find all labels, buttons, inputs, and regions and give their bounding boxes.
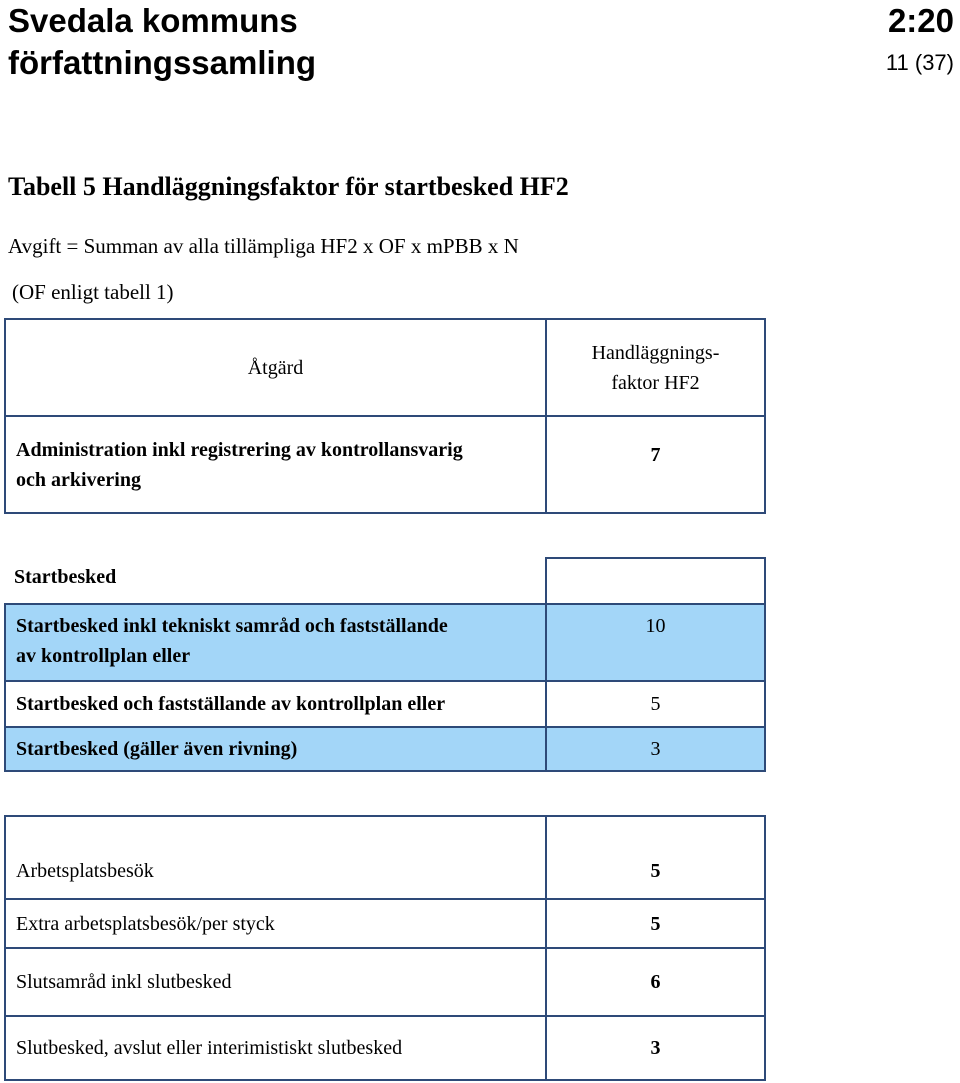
startbesked-heading-value-cell	[545, 557, 766, 605]
visit-row-4-value	[545, 1015, 766, 1081]
page-number: 11 (37)	[885, 50, 954, 75]
of-note: (OF enligt tabell 1)	[12, 280, 174, 304]
visit-row-3-value	[545, 947, 766, 1017]
column-header-factor-line-1: Handläggnings-	[591, 341, 720, 364]
startbesked-row-1-value	[545, 603, 766, 682]
visit-row-2-factor: 5	[650, 912, 661, 935]
startbesked-row-3-value	[545, 726, 766, 772]
visit-row-1-factor: 5	[650, 859, 661, 882]
municipality-title	[8, 0, 316, 84]
visit-row-4-text: Slutbesked, avslut eller interimistiskt slutbesked	[16, 1037, 403, 1059]
column-header-action-label: Åtgärd	[247, 356, 304, 379]
startbesked-heading	[4, 557, 547, 605]
startbesked-row-3-label	[4, 726, 547, 772]
startbesked-row-3-text: Startbesked (gäller även rivning)	[16, 738, 298, 760]
visit-row-3-label	[4, 947, 547, 1017]
admin-row-label	[4, 415, 547, 514]
document-code: 2:20	[887, 2, 954, 39]
startbesked-heading-label: Startbesked	[14, 566, 117, 588]
startbesked-row-3-factor: 3	[650, 738, 661, 760]
column-header-factor-line-2: faktor HF2	[611, 371, 700, 394]
visit-row-4-factor: 3	[650, 1037, 661, 1059]
visit-row-2-value	[545, 898, 766, 949]
admin-row-value	[545, 415, 766, 514]
title-line-1: Svedala kommuns	[8, 2, 298, 39]
admin-label-line-1: Administration inkl registrering av kontrollansvarig	[16, 438, 463, 461]
document-reference	[886, 0, 954, 84]
startbesked-row-2-factor: 5	[650, 693, 661, 715]
startbesked-row-1-factor: 10	[645, 615, 666, 637]
visit-row-3-text: Slutsamråd inkl slutbesked	[16, 971, 232, 993]
admin-value: 7	[650, 443, 661, 466]
column-header-action	[4, 318, 547, 417]
table-title: Tabell 5 Handläggningsfaktor för startbesked HF2	[8, 172, 569, 201]
column-header-factor	[545, 318, 766, 417]
startbesked-row-2-label	[4, 680, 547, 728]
visit-row-1-label	[4, 815, 547, 900]
visit-row-2-label	[4, 898, 547, 949]
startbesked-row-1-line-2: av kontrollplan eller	[16, 645, 191, 667]
visit-row-1-value	[545, 815, 766, 900]
startbesked-row-2-value	[545, 680, 766, 728]
fee-formula: Avgift = Summan av alla tillämpliga HF2 x OF x mPBB x N	[8, 234, 519, 258]
startbesked-row-2-text: Startbesked och fastställande av kontrollplan eller	[16, 693, 446, 715]
title-line-2: författningssamling	[8, 44, 317, 81]
visit-row-2-text: Extra arbetsplatsbesök/per styck	[16, 912, 275, 935]
visit-row-1-text: Arbetsplatsbesök	[16, 860, 154, 882]
visit-row-4-label	[4, 1015, 547, 1081]
admin-label-line-2: och arkivering	[16, 468, 141, 491]
startbesked-row-1-line-1: Startbesked inkl tekniskt samråd och fastställande	[16, 615, 448, 637]
visit-row-3-factor: 6	[650, 971, 661, 993]
startbesked-row-1-label	[4, 603, 547, 682]
